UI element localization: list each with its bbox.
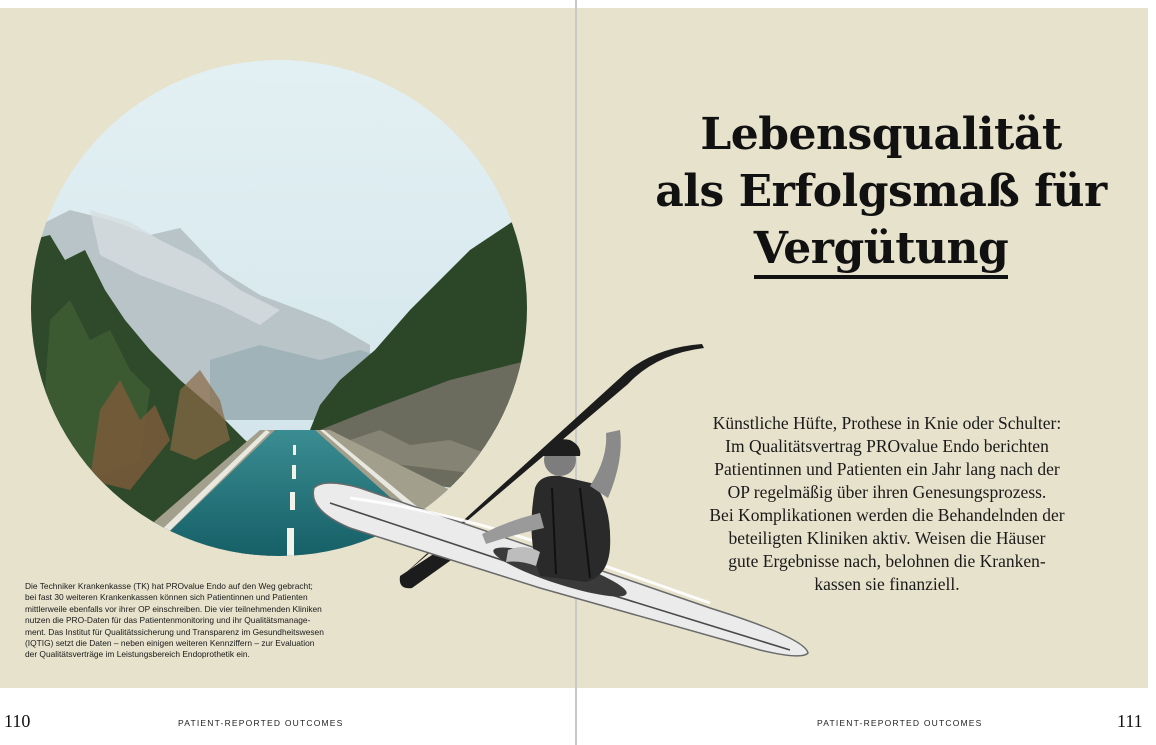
lead-line: gute Ergebnisse nach, belohnen die Kranken- (728, 551, 1046, 571)
running-head-right: PATIENT-REPORTED OUTCOMES (817, 718, 983, 728)
lead-line: Künstliche Hüfte, Prothese in Knie oder Schulter: (712, 413, 1062, 433)
headline-line-underlined: Vergütung (754, 223, 1009, 279)
caption-line: (IQTIG) setzt die Daten – neben einigen weiteren Kennziffern – zur Evaluation (25, 638, 315, 649)
caption-line: mittlerweile ebenfalls vor ihrer OP einschreiben. Die vier teilnehmenden Kliniken (25, 603, 322, 614)
lead-line: Im Qualitätsvertrag PROvalue Endo berichten (725, 436, 1049, 456)
caption-line: Die Techniker Krankenkasse (TK) hat PROvalue Endo auf den Weg gebracht; (25, 581, 313, 591)
kayaker-illustration (290, 338, 830, 668)
article-headline (621, 106, 1141, 279)
lead-line: Bei Komplikationen werden die Behandelnden der (709, 505, 1065, 525)
caption-line: nutzen die PRO-Daten für das Patientenmonitoring und ihr Qualitätsmanage- (25, 615, 311, 626)
page-number-left: 110 (4, 711, 31, 731)
headline-line: als Erfolgsmaß für (655, 166, 1107, 217)
lead-line: beteiligten Kliniken aktiv. Weisen die Häuser (728, 528, 1046, 548)
caption-line: bei fast 30 weiteren Krankenkassen können sich Patientinnen und Patienten (25, 592, 308, 603)
page-number-right: 111 (1117, 711, 1143, 731)
lead-line: kassen sie finanziell. (814, 574, 960, 594)
caption-line: ment. Das Institut für Qualitätssicherung und Transparenz im Gesundheitswesen (25, 626, 324, 637)
lead-line: Patientinnen und Patienten ein Jahr lang nach der (714, 459, 1060, 479)
headline-line: Lebensqualität (700, 109, 1062, 160)
kayaker (531, 476, 610, 582)
caption-line: der Qualitätsverträge im Leistungsbereich Endoprothetik ein. (25, 649, 250, 660)
running-head-left: PATIENT-REPORTED OUTCOMES (178, 718, 344, 728)
lead-line: OP regelmäßig über ihren Genesungsprozess. (727, 482, 1047, 502)
